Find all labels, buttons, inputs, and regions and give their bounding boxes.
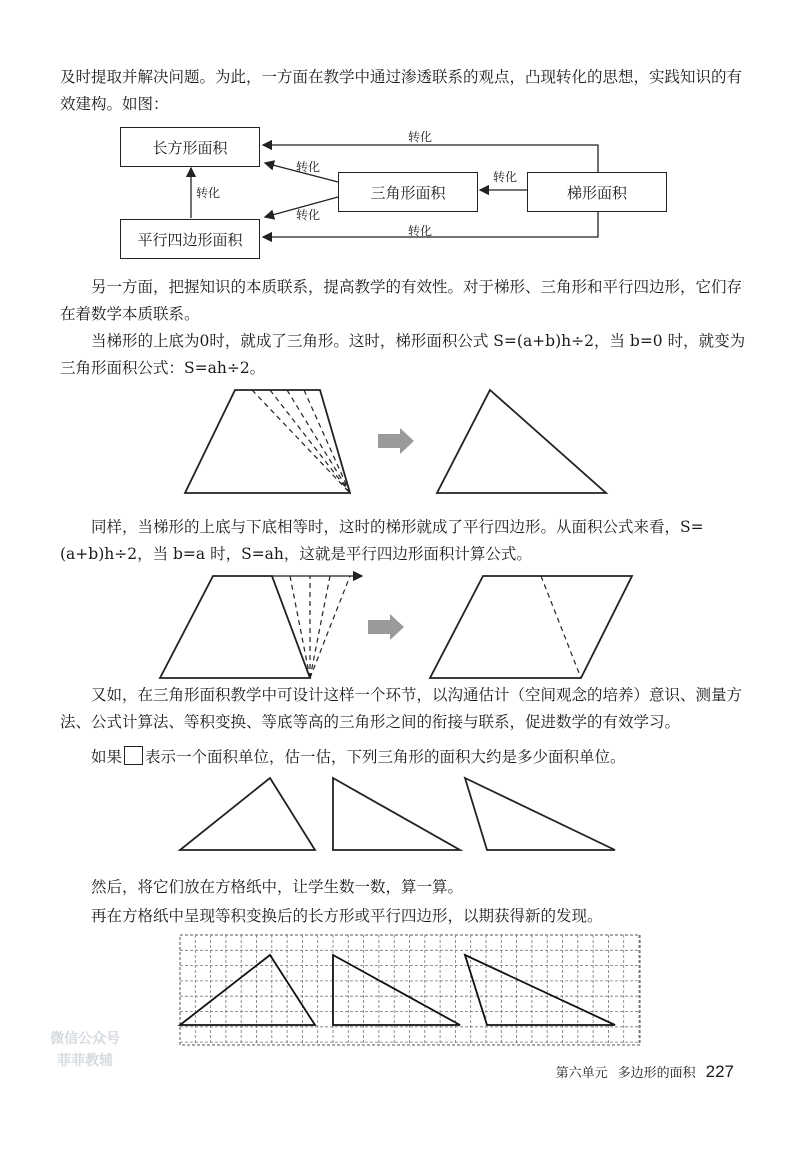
label-convert-bottom: 转化 [408, 224, 433, 238]
label-convert-trap-tri: 转化 [493, 170, 518, 184]
box-para-area: 平行四边形面积 [120, 219, 260, 259]
page-number: 227 [705, 1062, 734, 1081]
box-trap-area: 梯形面积 [527, 172, 667, 212]
grid-border [180, 935, 640, 1045]
para-intro: 及时提取并解决问题。为此，一方面在教学中通过渗透联系的观点，凸现转化的思想，实践知识的有效建构。如图： [60, 68, 743, 113]
label-convert-top: 转化 [408, 130, 433, 144]
footer-title: 多边形的面积 [617, 1066, 696, 1081]
para-essential-link: 另一方面，把握知识的本质联系，提高教学的有效性。对于梯形、三角形和平行四边形，它们存在着数学本质联系。 [60, 278, 743, 323]
watermark-line2: 菲菲教辅 [57, 1053, 113, 1069]
watermark [50, 1028, 120, 1072]
para-trap-to-parallelogram: 同样，当梯形的上底与下底相等时，这时的梯形就成了平行四边形。从面积公式来看，S=(a+b)h÷2，当 b=a 时，S=ah，这就是平行四边形面积计算公式。 [60, 518, 704, 563]
page-footer [556, 1062, 734, 1082]
para-triangle-lesson: 又如，在三角形面积教学中可设计这样一个环节，以沟通估计（空间观念的培养）意识、测量方法、公式计算法、等积变换、等底等高的三角形之间的衔接与联系，促进数学的有效学习。 [60, 686, 743, 731]
estimate-text-after: 表示一个面积单位，估一估，下列三角形的面积大约是多少面积单位。 [145, 748, 626, 766]
para-transform: 再在方格纸中呈现等积变换后的长方形或平行四边形，以期获得新的发现。 [91, 907, 603, 925]
watermark-line1: 微信公众号 [50, 1031, 120, 1047]
label-convert-tri-rect: 转化 [296, 160, 321, 174]
para-trap-to-triangle: 当梯形的上底为0时，就成了三角形。这时，梯形面积公式 S=(a+b)h÷2，当 b=0 时，就变为三角形面积公式：S=ah÷2。 [60, 332, 746, 377]
estimate-text-before: 如果 [91, 748, 123, 766]
box-rect-area: 长方形面积 [120, 127, 260, 167]
label-convert-tri-para: 转化 [296, 208, 321, 222]
footer-unit: 第六单元 [555, 1066, 608, 1081]
label-convert-para-rect: 转化 [196, 186, 221, 200]
box-tri-area: 三角形面积 [338, 172, 478, 212]
grid-lines [180, 935, 640, 1045]
para-count: 然后，将它们放在方格纸中，让学生数一数，算一算。 [91, 878, 464, 896]
